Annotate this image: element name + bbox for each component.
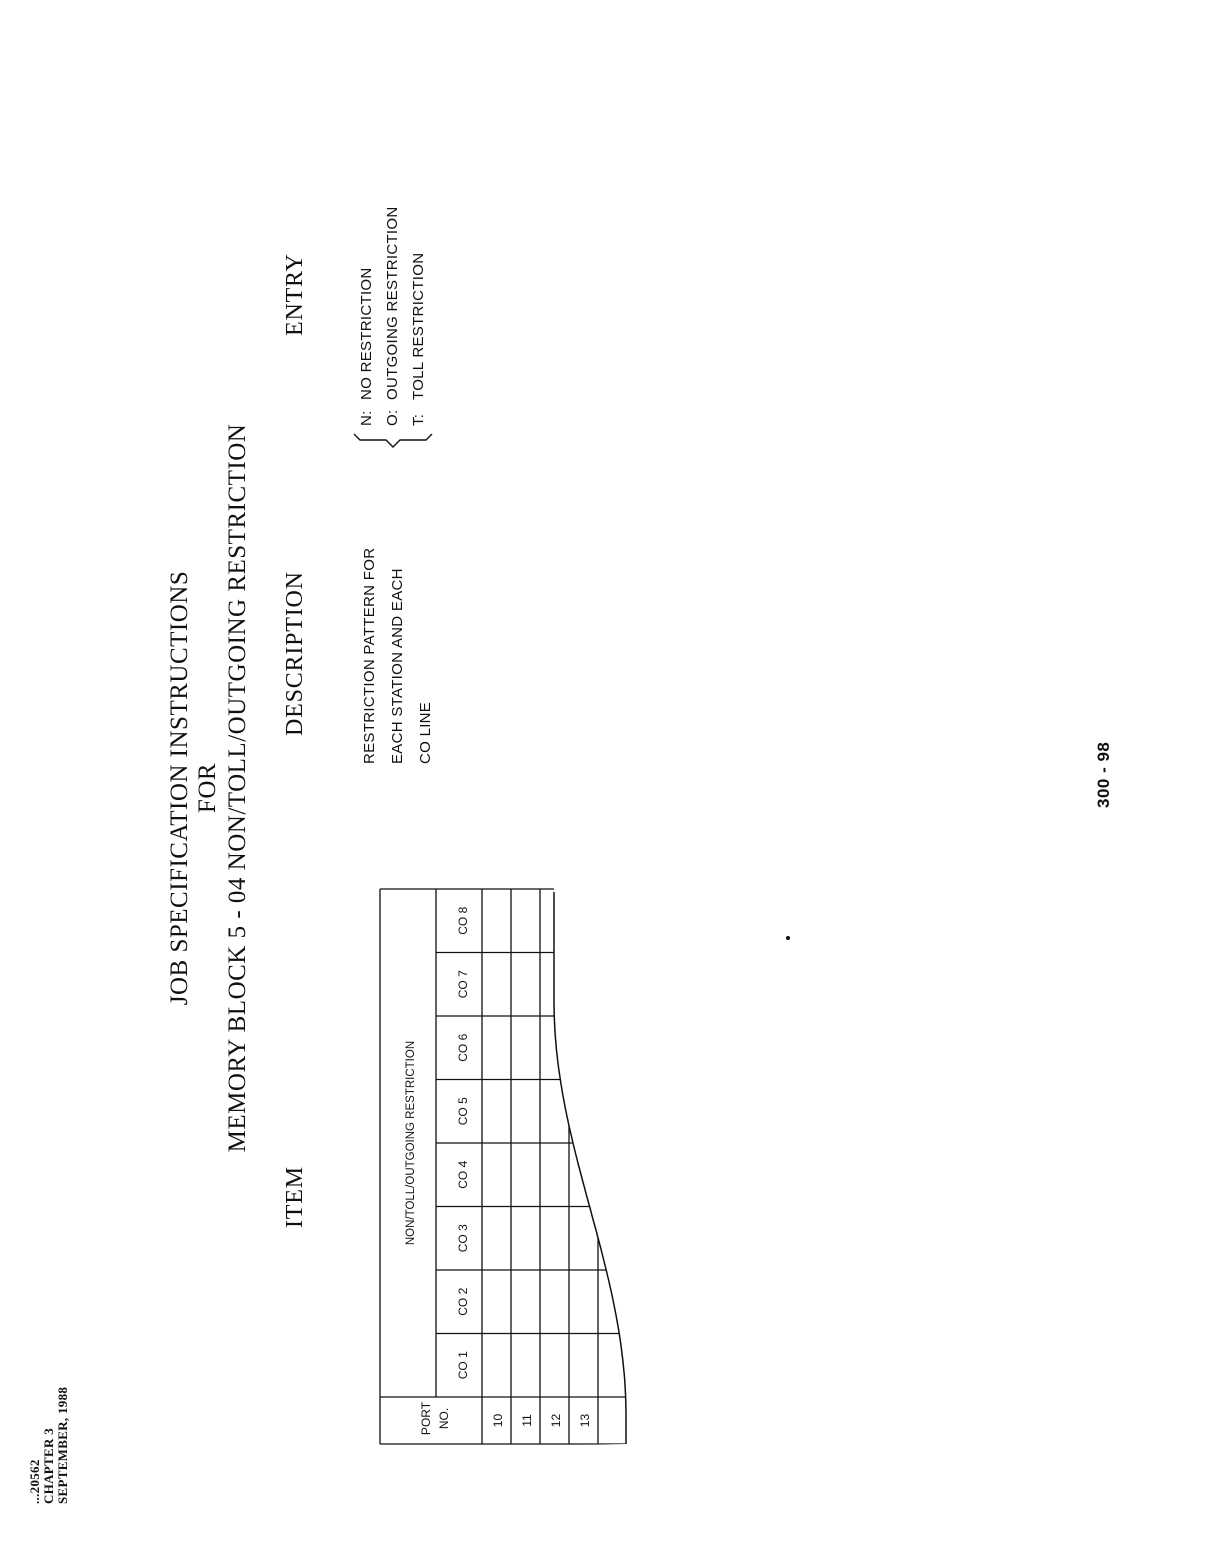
co-column-header-6: CO 6 bbox=[456, 1033, 470, 1062]
port-row-11: 11 bbox=[520, 1414, 534, 1427]
co-column-header-3: CO 3 bbox=[456, 1224, 470, 1253]
description-line-3: CO LINE bbox=[417, 701, 434, 764]
co-column-header-7: CO 7 bbox=[456, 970, 470, 999]
column-heading-entry: ENTRY bbox=[282, 253, 308, 336]
title-line-3: MEMORY BLOCK 5 - 04 NON/TOLL/OUTGOING RESTRICTION bbox=[224, 423, 251, 1153]
description-line-2: EACH STATION AND EACH bbox=[389, 568, 406, 764]
description-line-1: RESTRICTION PATTERN FOR bbox=[361, 547, 378, 764]
entry-code: N: bbox=[358, 410, 375, 426]
port-row-10: 10 bbox=[491, 1413, 505, 1428]
entry-meaning: TOLL RESTRICTION bbox=[410, 252, 427, 400]
group-header-label: NON/TOLL/OUTGOING RESTRICTION bbox=[405, 1040, 417, 1246]
entry-code: O: bbox=[384, 409, 401, 426]
column-heading-description: DESCRIPTION bbox=[282, 571, 308, 736]
co-column-header-2: CO 2 bbox=[456, 1287, 470, 1316]
port-row-12: 12 bbox=[549, 1413, 563, 1428]
doc-number: ...20562 bbox=[27, 1459, 42, 1504]
co-column-header-1: CO 1 bbox=[456, 1351, 470, 1380]
column-heading-item: ITEM bbox=[282, 1166, 308, 1228]
title-line-2: FOR bbox=[194, 762, 221, 814]
co-column-header-8: CO 8 bbox=[456, 906, 470, 935]
chapter-label: CHAPTER 3 bbox=[41, 1427, 56, 1504]
title-line-1: JOB SPECIFICATION INSTRUCTIONS bbox=[166, 570, 193, 1006]
port-header-line-1: PORT bbox=[419, 1401, 433, 1436]
stray-dot bbox=[786, 936, 790, 940]
port-row-13: 13 bbox=[578, 1413, 592, 1428]
entry-meaning: NO RESTRICTION bbox=[358, 267, 375, 400]
entry-meaning: OUTGOING RESTRICTION bbox=[384, 206, 401, 400]
page-number: 300 - 98 bbox=[1094, 741, 1113, 808]
entry-code: T: bbox=[410, 413, 427, 426]
co-column-header-4: CO 4 bbox=[456, 1160, 470, 1189]
co-column-header-5: CO 5 bbox=[456, 1097, 470, 1126]
port-header-line-2: NO. bbox=[437, 1407, 451, 1430]
date-label: SEPTEMBER, 1988 bbox=[55, 1386, 70, 1504]
